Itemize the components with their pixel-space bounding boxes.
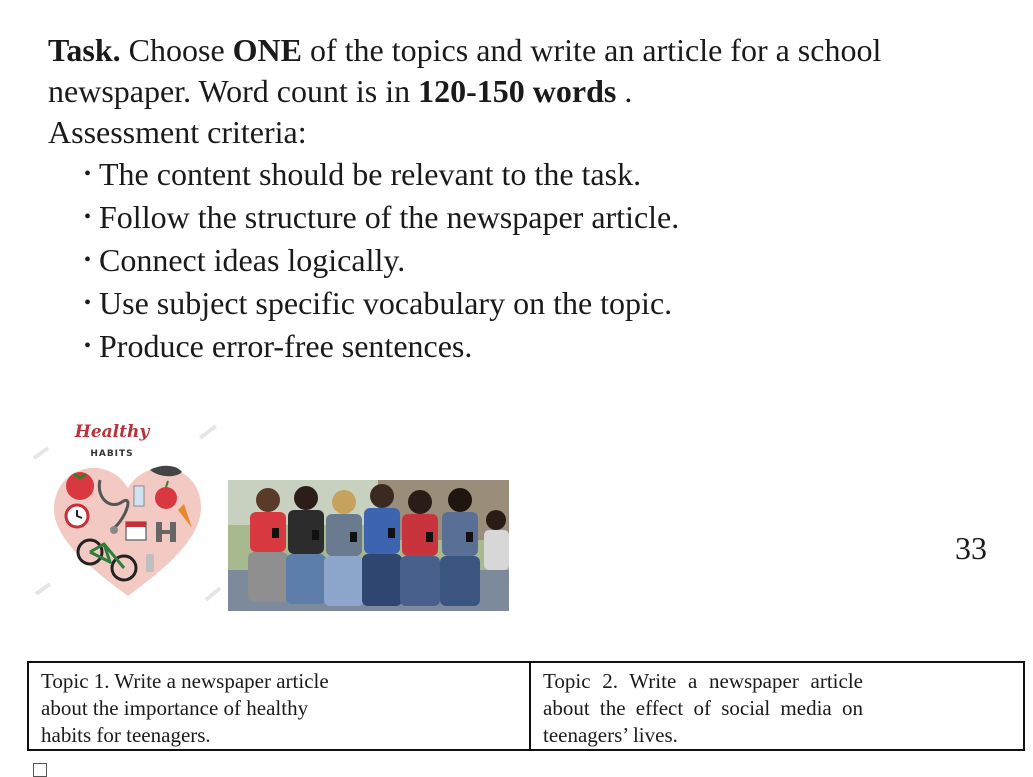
bullet: • bbox=[84, 206, 92, 228]
topic-2-text: Topic 2. Write a newspaper article about the effect of social media on teenagers’ lives. bbox=[543, 669, 863, 747]
criteria-text: Produce error-free sentences. bbox=[99, 328, 473, 364]
task-text-part: . bbox=[616, 73, 633, 109]
topic-1-text: Topic 1. Write a newspaper article about the importance of healthy habits for teenagers. bbox=[41, 669, 329, 747]
task-text-part: Choose bbox=[120, 32, 233, 68]
criteria-text: Follow the structure of the newspaper article. bbox=[99, 199, 680, 235]
task-lead: Task. bbox=[48, 32, 121, 68]
anchor-box bbox=[33, 763, 47, 777]
bullet: • bbox=[84, 292, 92, 314]
criteria-item bbox=[84, 196, 948, 239]
task-word-count: 120-150 words bbox=[418, 73, 617, 109]
criteria-text: Use subject specific vocabulary on the topic. bbox=[99, 285, 673, 321]
teenagers-with-phones-photo bbox=[228, 480, 509, 611]
criteria-list bbox=[84, 153, 948, 368]
criteria-heading: Assessment criteria: bbox=[48, 114, 307, 150]
bullet: • bbox=[84, 249, 92, 271]
page-number: 33 bbox=[955, 530, 987, 566]
criteria-text: Connect ideas logically. bbox=[99, 242, 406, 278]
healthy-subtitle: HABITS bbox=[90, 449, 134, 459]
topic-1-cell bbox=[28, 662, 530, 750]
criteria-item bbox=[84, 153, 948, 196]
healthy-title: Healthy bbox=[74, 422, 150, 442]
topics-table bbox=[27, 661, 1025, 751]
task-block bbox=[48, 30, 948, 368]
bullet: • bbox=[84, 163, 92, 185]
bullet: • bbox=[84, 335, 92, 357]
criteria-item bbox=[84, 282, 948, 325]
criteria-item bbox=[84, 239, 948, 282]
healthy-habits-heart-icon bbox=[30, 418, 225, 613]
criteria-item bbox=[84, 325, 948, 368]
topics-row bbox=[28, 662, 1024, 750]
task-instruction bbox=[48, 30, 948, 112]
task-text-part: of the topics and write an article for a school newspaper. Word count is in bbox=[48, 32, 882, 109]
criteria-text: The content should be relevant to the task. bbox=[99, 156, 642, 192]
task-one: ONE bbox=[232, 32, 302, 68]
topic-2-cell bbox=[530, 662, 1024, 750]
